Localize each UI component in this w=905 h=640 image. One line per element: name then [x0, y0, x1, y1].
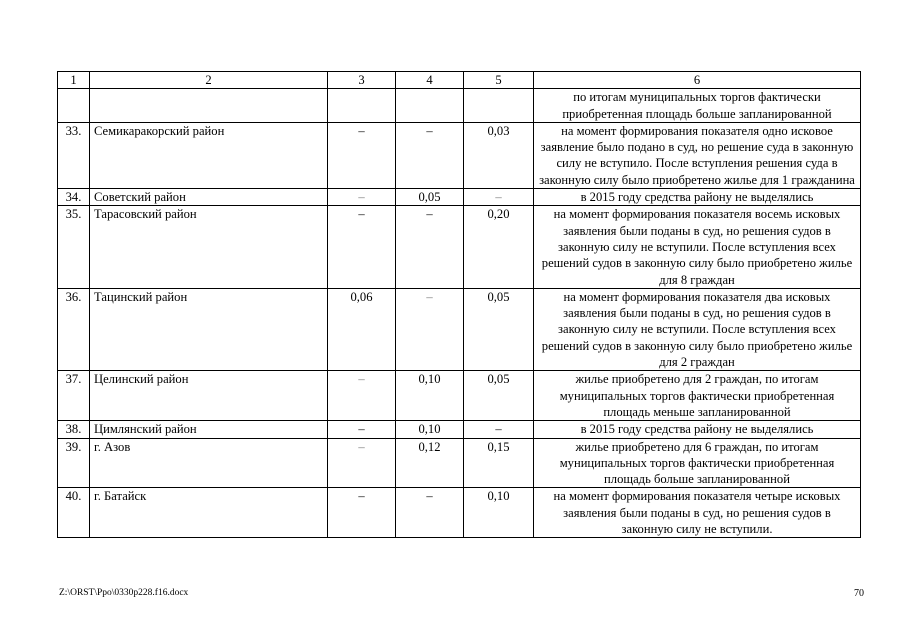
district-name: Семикаракорский район	[90, 122, 328, 188]
row-number: 35.	[58, 206, 90, 288]
data-table	[57, 71, 861, 538]
column-header: 6	[534, 72, 861, 89]
column-3-value: –	[328, 438, 396, 488]
note-text: в 2015 году средства району не выделялись	[534, 421, 861, 438]
page-number: 70	[854, 588, 864, 599]
column-header: 3	[328, 72, 396, 89]
row-number: 36.	[58, 288, 90, 370]
column-4-value: –	[396, 288, 464, 370]
district-name	[90, 89, 328, 123]
note-text: жилье приобретено для 2 граждан, по итогам муниципальных торгов фактически приобретенная площадь меньше запланированной	[534, 371, 861, 421]
table-row	[58, 206, 861, 288]
row-number	[58, 89, 90, 123]
row-number: 34.	[58, 189, 90, 206]
note-text: на момент формирования показателя два исковых заявления были поданы в суд, но решения судов в законную силу не вступили. После вступления всех решений судов в законную силу было приобретено жилье для 2 граждан	[534, 288, 861, 370]
row-number: 33.	[58, 122, 90, 188]
table-row	[58, 371, 861, 421]
column-4-value: 0,10	[396, 371, 464, 421]
column-5-value: 0,20	[464, 206, 534, 288]
note-text: в 2015 году средства району не выделялись	[534, 189, 861, 206]
column-4-value: 0,05	[396, 189, 464, 206]
column-4-value: –	[396, 122, 464, 188]
column-3-value: –	[328, 421, 396, 438]
table-row	[58, 189, 861, 206]
table-header-row	[58, 72, 861, 89]
column-4-value: –	[396, 488, 464, 538]
district-name: Тарасовский район	[90, 206, 328, 288]
column-3-value: –	[328, 488, 396, 538]
column-4-value: 0,10	[396, 421, 464, 438]
table-row	[58, 488, 861, 538]
row-number: 37.	[58, 371, 90, 421]
column-5-value	[464, 89, 534, 123]
district-name: Цимлянский район	[90, 421, 328, 438]
note-text: на момент формирования показателя одно исковое заявление было подано в суд, но решение суда в законную силу не вступило. После вступления решения суда в законную силу было приобретено жилье для 1 гражданина	[534, 122, 861, 188]
note-text: на момент формирования показателя восемь исковых заявления были поданы в суд, но решения судов в законную силу не вступили. После вступления всех решений судов в законную силу было приобретено жилье для 8 граждан	[534, 206, 861, 288]
note-text: жилье приобретено для 6 граждан, по итогам муниципальных торгов фактически приобретенная площадь больше запланированной	[534, 438, 861, 488]
table-row	[58, 421, 861, 438]
table-row	[58, 89, 861, 123]
row-number: 40.	[58, 488, 90, 538]
table-row	[58, 438, 861, 488]
district-name: г. Азов	[90, 438, 328, 488]
document-file-path: Z:\ORST\Ppo\0330p228.f16.docx	[59, 588, 189, 598]
column-header: 4	[396, 72, 464, 89]
column-5-value: –	[464, 421, 534, 438]
column-5-value: 0,10	[464, 488, 534, 538]
column-3-value: –	[328, 189, 396, 206]
column-5-value: 0,05	[464, 371, 534, 421]
column-header: 2	[90, 72, 328, 89]
column-3-value: –	[328, 122, 396, 188]
column-header: 5	[464, 72, 534, 89]
column-4-value	[396, 89, 464, 123]
district-name: г. Батайск	[90, 488, 328, 538]
table-row	[58, 122, 861, 188]
column-5-value: –	[464, 189, 534, 206]
column-3-value: –	[328, 371, 396, 421]
district-name: Советский район	[90, 189, 328, 206]
table-row	[58, 288, 861, 370]
row-number: 39.	[58, 438, 90, 488]
note-text: на момент формирования показателя четыре исковых заявления были поданы в суд, но решения судов в законную силу не вступили.	[534, 488, 861, 538]
row-number: 38.	[58, 421, 90, 438]
district-name: Тацинский район	[90, 288, 328, 370]
column-header: 1	[58, 72, 90, 89]
column-3-value	[328, 89, 396, 123]
column-3-value: –	[328, 206, 396, 288]
column-4-value: –	[396, 206, 464, 288]
column-5-value: 0,03	[464, 122, 534, 188]
note-text: по итогам муниципальных торгов фактически приобретенная площадь больше запланированной	[534, 89, 861, 123]
column-3-value: 0,06	[328, 288, 396, 370]
column-5-value: 0,05	[464, 288, 534, 370]
column-5-value: 0,15	[464, 438, 534, 488]
column-4-value: 0,12	[396, 438, 464, 488]
district-name: Целинский район	[90, 371, 328, 421]
